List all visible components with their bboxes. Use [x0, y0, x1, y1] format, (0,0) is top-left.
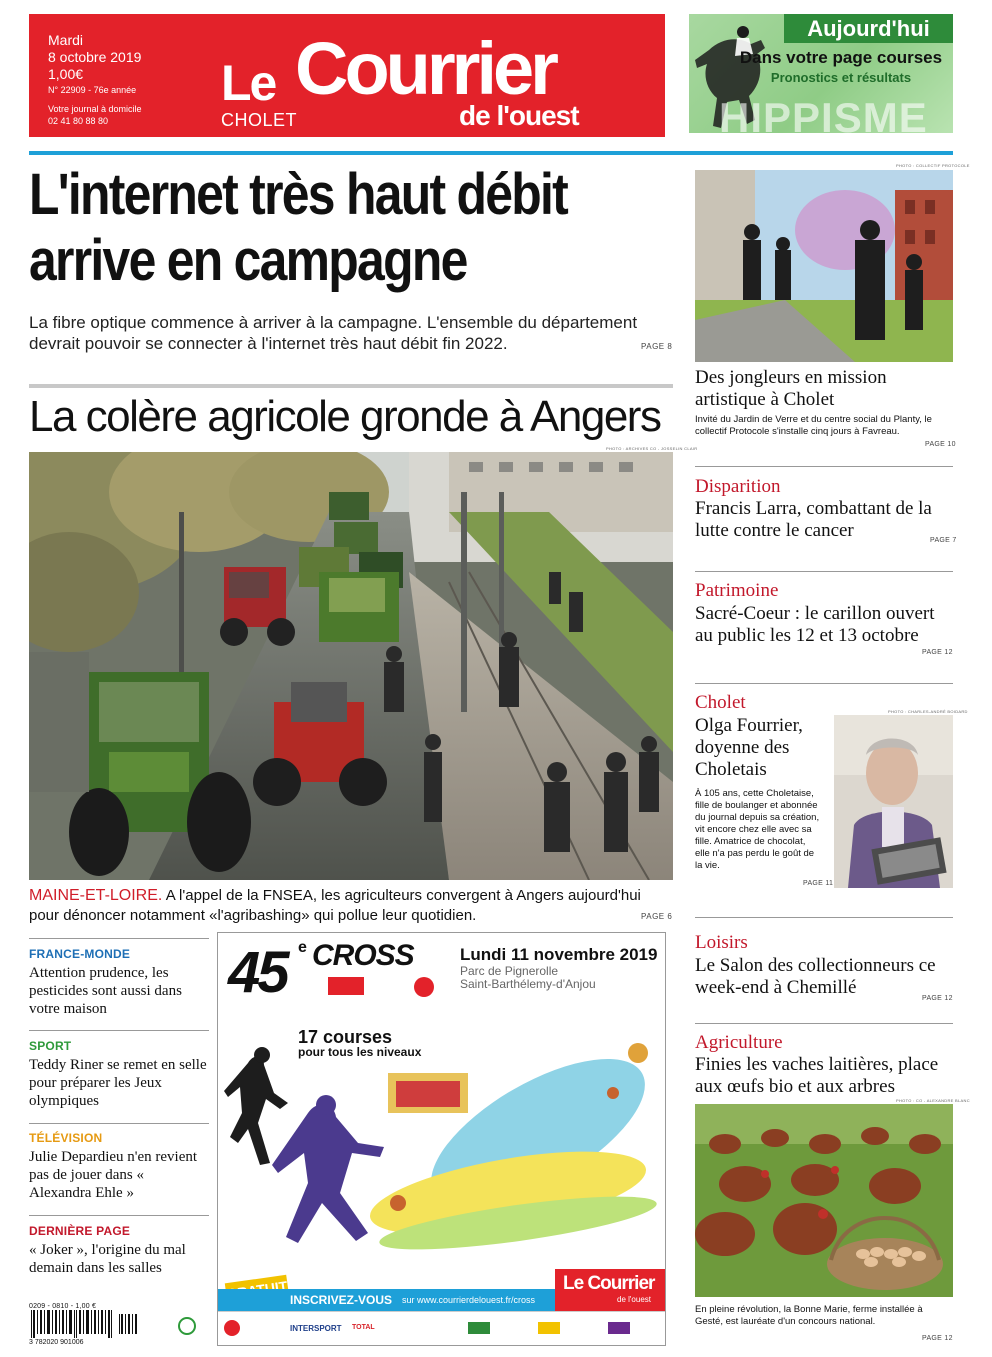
edition-label: CHOLET	[221, 110, 298, 130]
brief-derniere-page[interactable]: « Joker », l'origine du mal demain dans les salles	[29, 1242, 186, 1276]
disparition-kicker: Disparition	[695, 476, 781, 497]
right-separator	[695, 571, 953, 572]
ad-place	[460, 965, 596, 991]
sponsor-logo	[608, 1322, 630, 1334]
lead-deck: La fibre optique commence à arriver à la campagne. L'ensemble du département devrait pouvoir se connecter à l'internet très haut débit fin 2022.	[29, 313, 638, 353]
lead-page-ref: PAGE 8	[641, 342, 673, 351]
brief-separator	[29, 1030, 209, 1031]
disparition-page: PAGE 7	[930, 537, 957, 544]
section-divider	[29, 384, 673, 388]
sponsor-logo	[224, 1320, 240, 1336]
issue-date: 8 octobre 2019	[48, 49, 142, 65]
subscription-label: Votre journal à domicile	[48, 104, 142, 114]
logo-le: Le	[221, 55, 276, 111]
jongleurs-photo-credit: PHOTO : COLLECTIF PROTOCOLE	[896, 163, 970, 168]
ad-brand: Le Courrier	[563, 1273, 655, 1294]
disparition-title[interactable]: Francis Larra, combattant de la lutte contre le cancer	[695, 498, 932, 541]
lead-headline[interactable]	[29, 162, 683, 294]
cholet-page: PAGE 11	[803, 880, 834, 887]
tractors-photo	[29, 452, 673, 880]
ad-place-line2: Saint-Barthélemy-d'Anjou	[460, 977, 596, 991]
subscription-phone: 02 41 80 88 80	[48, 116, 109, 126]
cholet-kicker: Cholet	[695, 692, 746, 713]
barcode-code: 0209 - 0810 - 1,00 €	[29, 1303, 97, 1310]
recycling-icon	[178, 1317, 196, 1335]
ad-signup-url: sur www.courrierdelouest.fr/cross	[402, 1295, 536, 1305]
brief-france-monde[interactable]: Attention prudence, les pesticides sont aussi dans votre maison	[29, 965, 182, 1017]
ad-signup-label: INSCRIVEZ-VOUS	[290, 1293, 393, 1307]
cholet-body: À 105 ans, cette Choletaise, fille de boulanger et abonnée du journal depuis sa création, vit encore chez elle avec sa fille. Amatrice de chocolat, elle n'a pas perdu le goût de la vie.	[695, 788, 820, 871]
brief-kicker-sport: SPORT	[29, 1039, 72, 1053]
ad-brand-sub: de l'ouest	[617, 1295, 651, 1304]
agriculture-photo-credit: PHOTO : CO - ALEXANDRE BLANC	[896, 1098, 970, 1103]
caption-kicker: MAINE-ET-LOIRE.	[29, 887, 163, 904]
jongleurs-page: PAGE 10	[925, 441, 956, 448]
cholet-title[interactable]: Olga Fourrier, doyenne des Choletais	[695, 715, 803, 780]
brief-television[interactable]: Julie Depardieu n'en revient pas de jouer dans « Alexandra Ehle »	[29, 1149, 198, 1201]
ad-partner-logo	[414, 977, 434, 997]
runners-illustration	[218, 1033, 665, 1268]
agriculture-body: En pleine révolution, la Bonne Marie, ferme installée à Gesté, est lauréate d'un concours national.	[695, 1304, 923, 1327]
lead-headline-line1: L'internet très haut débit	[29, 162, 568, 227]
ad-logo-badge	[328, 977, 364, 995]
caption-text: A l'appel de la FNSEA, les agriculteurs convergent à Angers aujourd'hui pour dénoncer notamment «l'agribashing» qui pollue leur quotidien.	[29, 887, 641, 924]
issue-number: N° 22909 - 76e année	[48, 85, 137, 95]
sponsor-logo	[538, 1322, 560, 1334]
jugglers-photo	[695, 170, 953, 362]
barcode-icon	[29, 1310, 145, 1340]
top-divider	[29, 151, 953, 155]
jongleurs-body: Invité du Jardin de Verre et du centre social du Planty, le collectif Protocole s'installe cinq jours à Favreau.	[695, 414, 932, 437]
right-separator	[695, 917, 953, 918]
promo-band: Aujourd'hui	[784, 14, 953, 43]
cross-advertisement[interactable]	[217, 932, 666, 1346]
barcode-digits: 3 782020 901006	[29, 1339, 84, 1346]
brief-kicker-derniere-page: DERNIÈRE PAGE	[29, 1224, 131, 1238]
promo-line2: Pronostics et résultats	[770, 70, 912, 85]
agriculture-title[interactable]: Finies les vaches laitières, place aux œufs bio et aux arbres	[695, 1054, 939, 1097]
main-photo-caption	[29, 886, 673, 926]
patrimoine-page: PAGE 12	[922, 649, 953, 656]
right-separator	[695, 1023, 953, 1024]
masthead	[29, 14, 665, 137]
brief-kicker-france-monde: FRANCE-MONDE	[29, 947, 131, 961]
ad-signup-bar[interactable]	[218, 1289, 555, 1311]
issue-day: Mardi	[48, 32, 84, 48]
promo-line1: Dans votre page courses	[739, 48, 943, 67]
ad-number: 45	[228, 940, 287, 1005]
logo-ouest: de l'ouest	[459, 100, 579, 131]
second-page-ref: PAGE 6	[641, 912, 673, 921]
ad-brand-block	[555, 1269, 666, 1311]
sponsor-logo	[468, 1322, 490, 1334]
brief-separator	[29, 938, 209, 939]
ad-date: Lundi 11 novembre 2019	[460, 945, 658, 964]
brief-sport[interactable]: Teddy Riner se remet en selle pour préparer les Jeux olympiques	[29, 1057, 207, 1109]
ad-number-sup: e	[298, 939, 307, 956]
doyenne-photo	[834, 715, 953, 888]
ad-levels: pour tous les niveaux	[298, 1045, 422, 1059]
agriculture-kicker: Agriculture	[695, 1032, 783, 1053]
lead-headline-line2: arrive en campagne	[29, 228, 467, 293]
patrimoine-kicker: Patrimoine	[695, 580, 779, 601]
hippisme-promo[interactable]	[689, 14, 953, 133]
patrimoine-title[interactable]: Sacré-Coeur : le carillon ouvert au public les 12 et 13 octobre	[695, 603, 935, 646]
brief-separator	[29, 1215, 209, 1216]
agriculture-page: PAGE 12	[922, 1335, 953, 1342]
loisirs-page: PAGE 12	[922, 995, 953, 1002]
right-separator	[695, 683, 953, 684]
issue-price: 1,00€	[48, 66, 84, 82]
ad-sponsors	[218, 1311, 666, 1346]
sponsor-total: TOTAL	[352, 1324, 375, 1331]
loisirs-kicker: Loisirs	[695, 932, 748, 953]
brief-separator	[29, 1123, 209, 1124]
sponsor-intersport: INTERSPORT	[290, 1324, 342, 1333]
masthead-meta	[48, 32, 142, 127]
right-separator	[695, 466, 953, 467]
logo-courrier: Courrier	[295, 27, 555, 110]
barcode	[29, 1303, 145, 1349]
hens-photo	[695, 1104, 953, 1297]
ad-courses: 17 courses	[298, 1027, 393, 1047]
second-headline[interactable]: La colère agricole gronde à Angers	[29, 392, 661, 441]
ad-title: CROSS	[312, 939, 414, 972]
main-photo-credit: PHOTO : ARCHIVES CO - JOSSELIN CLAIR	[606, 446, 698, 451]
cholet-photo-credit: PHOTO : CHARLES-ANDRÉ BOIDARD	[888, 709, 968, 714]
jongleurs-title[interactable]: Des jongleurs en mission artistique à Cholet	[695, 367, 887, 410]
promo-watermark: HIPPISME	[719, 94, 928, 133]
ad-place-line1: Parc de Pignerolle	[460, 964, 559, 978]
loisirs-title[interactable]: Le Salon des collectionneurs ce week-end à Chemillé	[695, 955, 936, 998]
brief-kicker-television: TÉLÉVISION	[29, 1131, 103, 1145]
